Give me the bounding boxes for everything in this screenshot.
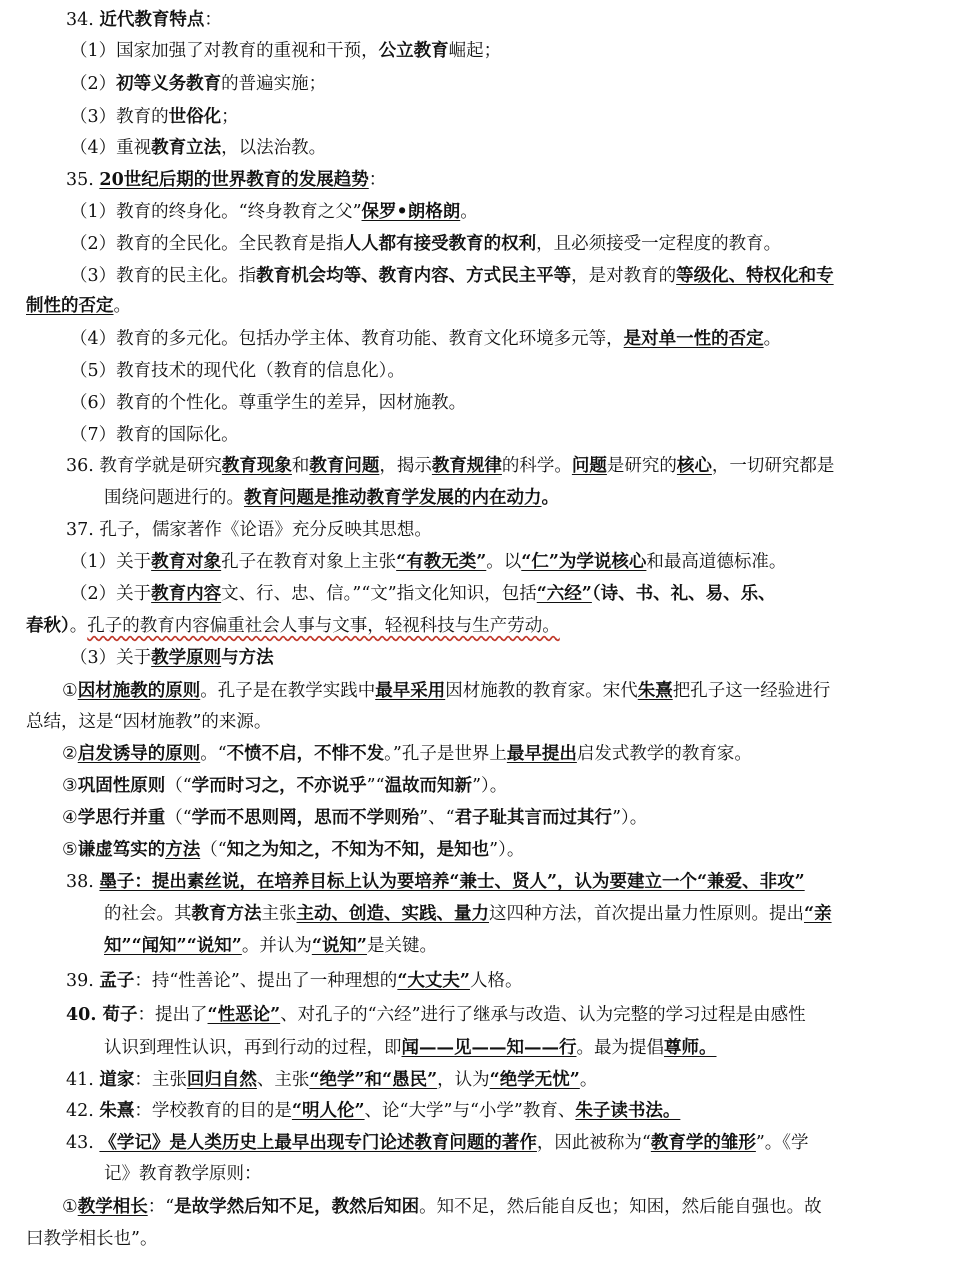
emphasized-key-term: 问题 bbox=[571, 456, 607, 476]
text-line bbox=[70, 391, 965, 415]
text-line bbox=[70, 39, 965, 63]
emphasized-key-term: 教育内容 bbox=[151, 584, 222, 604]
emphasized-key-term: 教育现象 bbox=[221, 456, 292, 476]
emphasized-key-term: 20世纪后期的世界教育的发展趋势 bbox=[99, 170, 369, 190]
text-segment: ④ bbox=[62, 808, 78, 828]
emphasized-key-term: 闻——见——知——行 bbox=[401, 1038, 577, 1058]
text-segment: 。“ bbox=[200, 744, 227, 764]
emphasized-key-term: 教育学的雏形 bbox=[650, 1133, 756, 1153]
text-segment: 。孔子是在教学实践中 bbox=[200, 681, 376, 701]
text-segment: （3）教育的民主化。指 bbox=[70, 266, 257, 286]
text-line bbox=[66, 969, 965, 993]
bold-text: 40. bbox=[66, 1005, 103, 1025]
text-segment: ，因此被称为“ bbox=[536, 1133, 651, 1153]
text-segment: ：学校教育的目的是 bbox=[134, 1101, 292, 1121]
wavy-underlined-text: 孔子的教育内容偏重社会人事与文事，轻视科技与生产劳动。 bbox=[87, 616, 560, 636]
bold-text: 巩固性原则 bbox=[77, 776, 166, 796]
emphasized-key-term: 尊师。 bbox=[664, 1038, 717, 1058]
text-line bbox=[66, 1131, 965, 1155]
emphasized-key-term: 教育问题是推动教育学发展的内在动力 bbox=[244, 488, 542, 508]
text-segment: ⑤ bbox=[62, 840, 78, 860]
text-segment: （6）教育的个性化。尊重学生的差异，因材施教。 bbox=[70, 393, 467, 413]
text-segment: ，是对教育的 bbox=[571, 266, 677, 286]
emphasized-key-term: 回归自然 bbox=[186, 1070, 257, 1090]
text-segment: 43. bbox=[66, 1133, 100, 1153]
text-segment: （3）关于 bbox=[70, 648, 152, 668]
text-line bbox=[70, 327, 965, 351]
text-line bbox=[66, 8, 965, 32]
emphasized-key-term: 教育规律 bbox=[431, 456, 502, 476]
bold-text: 知之为知之，不知为不知，是知也 bbox=[226, 840, 490, 860]
emphasized-key-term: 教学相长 bbox=[77, 1197, 148, 1217]
text-segment: 主张 bbox=[261, 904, 297, 924]
emphasized-key-term: 等级化、特权化和专 bbox=[676, 266, 834, 286]
emphasized-key-term: 教学原则 bbox=[151, 648, 222, 668]
text-segment: ”。《学 bbox=[755, 1133, 809, 1153]
text-segment: 把孔子这一经验进行 bbox=[672, 681, 831, 701]
text-segment: 的科学。 bbox=[501, 456, 572, 476]
text-line bbox=[26, 1227, 936, 1251]
text-segment: （“ bbox=[200, 840, 227, 860]
emphasized-key-term: “亲 bbox=[804, 904, 832, 924]
text-segment: 。 bbox=[763, 329, 782, 349]
emphasized-key-term: 是对单一性的否定 bbox=[623, 329, 764, 349]
text-segment: （3）教育的 bbox=[70, 107, 169, 127]
text-line bbox=[62, 774, 965, 798]
text-line bbox=[66, 1068, 965, 1092]
text-line bbox=[104, 902, 965, 926]
text-line bbox=[104, 1036, 965, 1060]
text-line bbox=[70, 136, 965, 160]
text-segment: （2） bbox=[70, 74, 117, 94]
text-segment: （“ bbox=[165, 808, 192, 828]
text-line bbox=[70, 646, 965, 670]
bold-text: 教育立法 bbox=[151, 138, 222, 158]
bold-text: 人人都有接受教育的权利 bbox=[343, 234, 537, 254]
text-segment: ”）。 bbox=[472, 776, 508, 796]
emphasized-key-term: 知”“闻知”“说知” bbox=[104, 936, 242, 956]
text-segment: 、对孔子的“六经”进行了继承与改造、认为完整的学习过程是由感性 bbox=[280, 1005, 806, 1025]
text-segment: （1）关于 bbox=[70, 552, 152, 572]
text-segment: 35. bbox=[66, 170, 100, 190]
bold-text: （诗、书、礼、易、乐、 bbox=[591, 584, 776, 604]
text-line bbox=[66, 454, 965, 478]
text-segment: 。最为提倡 bbox=[576, 1038, 664, 1058]
text-segment: ：提出了 bbox=[137, 1005, 208, 1025]
text-line bbox=[66, 168, 965, 192]
emphasized-key-term: 因材施教的原则 bbox=[77, 681, 201, 701]
text-line bbox=[26, 614, 936, 638]
emphasized-key-term: “绝学无忧” bbox=[489, 1070, 580, 1090]
bold-text: 学而时习之，不亦说乎 bbox=[191, 776, 367, 796]
bold-text: 温故而知新 bbox=[384, 776, 473, 796]
text-line bbox=[62, 1195, 965, 1219]
text-segment: ，且必须接受一定程度的教育。 bbox=[536, 234, 782, 254]
text-segment: ③ bbox=[62, 776, 78, 796]
text-segment: （4）教育的多元化。包括办学主体、教育功能、教育文化环境多元等， bbox=[70, 329, 624, 349]
text-line bbox=[70, 423, 965, 447]
text-segment: 总结，这是“因材施教”的来源。 bbox=[26, 712, 272, 732]
text-line bbox=[70, 264, 965, 288]
emphasized-key-term: “性恶论” bbox=[207, 1005, 281, 1025]
emphasized-key-term: 启发诱导的原则 bbox=[77, 744, 201, 764]
text-segment: ：主张 bbox=[134, 1070, 187, 1090]
text-segment: 和 bbox=[291, 456, 310, 476]
text-segment: 孔子在教育对象上主张 bbox=[221, 552, 397, 572]
text-line bbox=[70, 359, 965, 383]
text-segment: 是研究的 bbox=[606, 456, 677, 476]
text-segment: （2）教育的全民化。全民教育是指 bbox=[70, 234, 344, 254]
text-segment: ： bbox=[368, 170, 387, 190]
emphasized-key-term: “大丈夫” bbox=[397, 971, 470, 991]
text-segment: 崛起； bbox=[448, 41, 502, 61]
emphasized-key-term: 最早提出 bbox=[506, 744, 577, 764]
text-segment: 36. 教育学就是研究 bbox=[66, 456, 222, 476]
emphasized-key-term: 核心 bbox=[676, 456, 712, 476]
text-segment: 。知不足，然后能自反也；知困，然后能自强也。故 bbox=[419, 1197, 822, 1217]
text-segment: ”“ bbox=[366, 776, 385, 796]
text-line bbox=[26, 294, 936, 318]
text-segment: 曰教学相长也”。 bbox=[26, 1229, 158, 1249]
emphasized-key-term: 朱熹 bbox=[637, 681, 673, 701]
text-line bbox=[70, 200, 965, 224]
text-line bbox=[66, 1099, 965, 1123]
bold-text: 朱熹 bbox=[99, 1101, 135, 1121]
text-segment: 37. 孔子，儒家著作《论语》充分反映其思想。 bbox=[66, 520, 432, 540]
text-segment: 38. bbox=[66, 872, 100, 892]
text-segment: ，认为 bbox=[437, 1070, 490, 1090]
bold-text: 春秋） bbox=[26, 616, 70, 636]
text-segment: （1）教育的终身化。“终身教育之父” bbox=[70, 202, 362, 222]
text-segment: 、主张 bbox=[256, 1070, 310, 1090]
text-line bbox=[104, 934, 965, 958]
text-segment: 人格。 bbox=[469, 971, 523, 991]
text-line bbox=[66, 518, 965, 542]
text-segment: 认识到理性认识，再到行动的过程，即 bbox=[104, 1038, 402, 1058]
text-segment: ； bbox=[221, 107, 239, 127]
text-segment: 文、行、忠、信。”“文”指文化知识，包括 bbox=[221, 584, 537, 604]
text-line bbox=[62, 806, 965, 830]
bold-text: 公立教育 bbox=[378, 41, 449, 61]
text-segment: （7）教育的国际化。 bbox=[70, 425, 239, 445]
bold-text: 不愤不启，不悱不发 bbox=[226, 744, 385, 764]
bold-text: 是故学然后知不足，教然后知困 bbox=[174, 1197, 420, 1217]
emphasized-key-term: 方法 bbox=[165, 840, 201, 860]
text-segment: ”）。 bbox=[489, 840, 525, 860]
emphasized-key-term: “六经” bbox=[536, 584, 592, 604]
text-segment: （4）重视 bbox=[70, 138, 152, 158]
emphasized-key-term: 制性的否定 bbox=[26, 296, 114, 316]
bold-text: 道家 bbox=[99, 1070, 135, 1090]
emphasized-key-term: 最早采用 bbox=[375, 681, 446, 701]
bold-text: 孟子 bbox=[99, 971, 135, 991]
text-segment: 42. bbox=[66, 1101, 100, 1121]
text-line bbox=[62, 679, 965, 703]
bold-text: 初等义务教育 bbox=[116, 74, 222, 94]
text-line bbox=[104, 486, 965, 510]
text-line bbox=[70, 582, 965, 606]
bold-text: 谦虚笃实的 bbox=[77, 840, 166, 860]
text-line bbox=[70, 550, 965, 574]
bold-text: 君子耻其言而过其行 bbox=[454, 808, 613, 828]
text-segment: 39. bbox=[66, 971, 100, 991]
text-line bbox=[104, 1162, 965, 1186]
bold-text: 教育方法 bbox=[191, 904, 262, 924]
text-line bbox=[66, 1003, 965, 1027]
text-segment: ：持“性善论”、提出了一种理想的 bbox=[134, 971, 398, 991]
text-line bbox=[70, 105, 965, 129]
text-segment: 这四种方法，首次提出量力性原则。提出 bbox=[489, 904, 804, 924]
text-segment: （5）教育技术的现代化（教育的信息化）。 bbox=[70, 361, 405, 381]
text-segment: ，以法治教。 bbox=[221, 138, 327, 158]
text-segment: ① bbox=[62, 1197, 78, 1217]
text-segment: 。 bbox=[69, 616, 88, 636]
text-segment: ：“ bbox=[147, 1197, 175, 1217]
text-segment: ① bbox=[62, 681, 78, 701]
emphasized-key-term: 保罗•朗格朗 bbox=[361, 202, 461, 222]
emphasized-key-term: “仁”为学说核心 bbox=[521, 552, 647, 572]
emphasized-key-term: “有教无类” bbox=[396, 552, 487, 572]
text-segment: （“ bbox=[165, 776, 192, 796]
emphasized-key-term: 教育问题 bbox=[309, 456, 380, 476]
bold-text: 。 bbox=[541, 488, 559, 508]
bold-text: 世俗化 bbox=[168, 107, 222, 127]
emphasized-key-term: 朱子读书法。 bbox=[575, 1101, 681, 1121]
text-segment: ② bbox=[62, 744, 78, 764]
bold-text: 学思行并重 bbox=[77, 808, 166, 828]
emphasized-key-term: “绝学”和“愚民” bbox=[309, 1070, 438, 1090]
text-segment: 因材施教的教育家。宋代 bbox=[445, 681, 638, 701]
text-segment: 和最高道德标准。 bbox=[646, 552, 787, 572]
text-segment: 。”孔子是世界上 bbox=[384, 744, 507, 764]
text-segment: （1）国家加强了对教育的重视和干预， bbox=[70, 41, 379, 61]
text-segment: 。并认为 bbox=[241, 936, 312, 956]
text-segment: 34. bbox=[66, 10, 100, 30]
text-segment: 41. bbox=[66, 1070, 100, 1090]
text-line bbox=[66, 870, 965, 894]
text-segment: 。 bbox=[579, 1070, 598, 1090]
text-segment: 、论“大学”与“小学”教育、 bbox=[364, 1101, 576, 1121]
emphasized-key-term: 《学记》是人类历史上最早出现专门论述教育问题的著作 bbox=[99, 1133, 537, 1153]
text-line bbox=[70, 232, 965, 256]
text-line bbox=[70, 72, 965, 96]
emphasized-key-term: 教育对象 bbox=[151, 552, 222, 572]
text-segment: 启发式教学的教育家。 bbox=[576, 744, 752, 764]
text-segment: 的社会。其 bbox=[104, 904, 192, 924]
bold-text: 学而不思则罔，思而不学则殆 bbox=[191, 808, 420, 828]
emphasized-key-term: “说知” bbox=[311, 936, 367, 956]
text-segment: 记》教育教学原则： bbox=[104, 1164, 262, 1184]
bold-text: 与方法 bbox=[221, 648, 274, 668]
text-segment: ”）。 bbox=[612, 808, 648, 828]
bold-text: 近代教育特点 bbox=[99, 10, 205, 30]
text-segment: 围绕问题进行的。 bbox=[104, 488, 244, 508]
text-segment: 。 bbox=[460, 202, 478, 222]
text-segment: 。以 bbox=[486, 552, 522, 572]
text-segment: ”、“ bbox=[419, 808, 455, 828]
text-segment: （2）关于 bbox=[70, 584, 152, 604]
bold-text: 荀子 bbox=[102, 1005, 138, 1025]
bold-text: 教育机会均等、教育内容、方式民主平等 bbox=[256, 266, 572, 286]
text-segment: ，一切研究都是 bbox=[711, 456, 835, 476]
text-segment: ，揭示 bbox=[379, 456, 432, 476]
text-line bbox=[26, 710, 936, 734]
text-line bbox=[62, 838, 965, 862]
emphasized-key-term: “明人伦” bbox=[291, 1101, 365, 1121]
text-segment: ： bbox=[204, 10, 222, 30]
emphasized-key-term: 主动、创造、实践、量力 bbox=[296, 904, 489, 924]
text-segment: 是关键。 bbox=[366, 936, 437, 956]
text-segment: 的普遍实施； bbox=[221, 74, 327, 94]
text-segment: 。 bbox=[113, 296, 131, 316]
emphasized-key-term: 墨子：提出素丝说，在培养目标上认为要培养“兼士、贤人”，认为要建立一个“兼爱、非攻” bbox=[99, 872, 805, 892]
text-line bbox=[62, 742, 965, 766]
